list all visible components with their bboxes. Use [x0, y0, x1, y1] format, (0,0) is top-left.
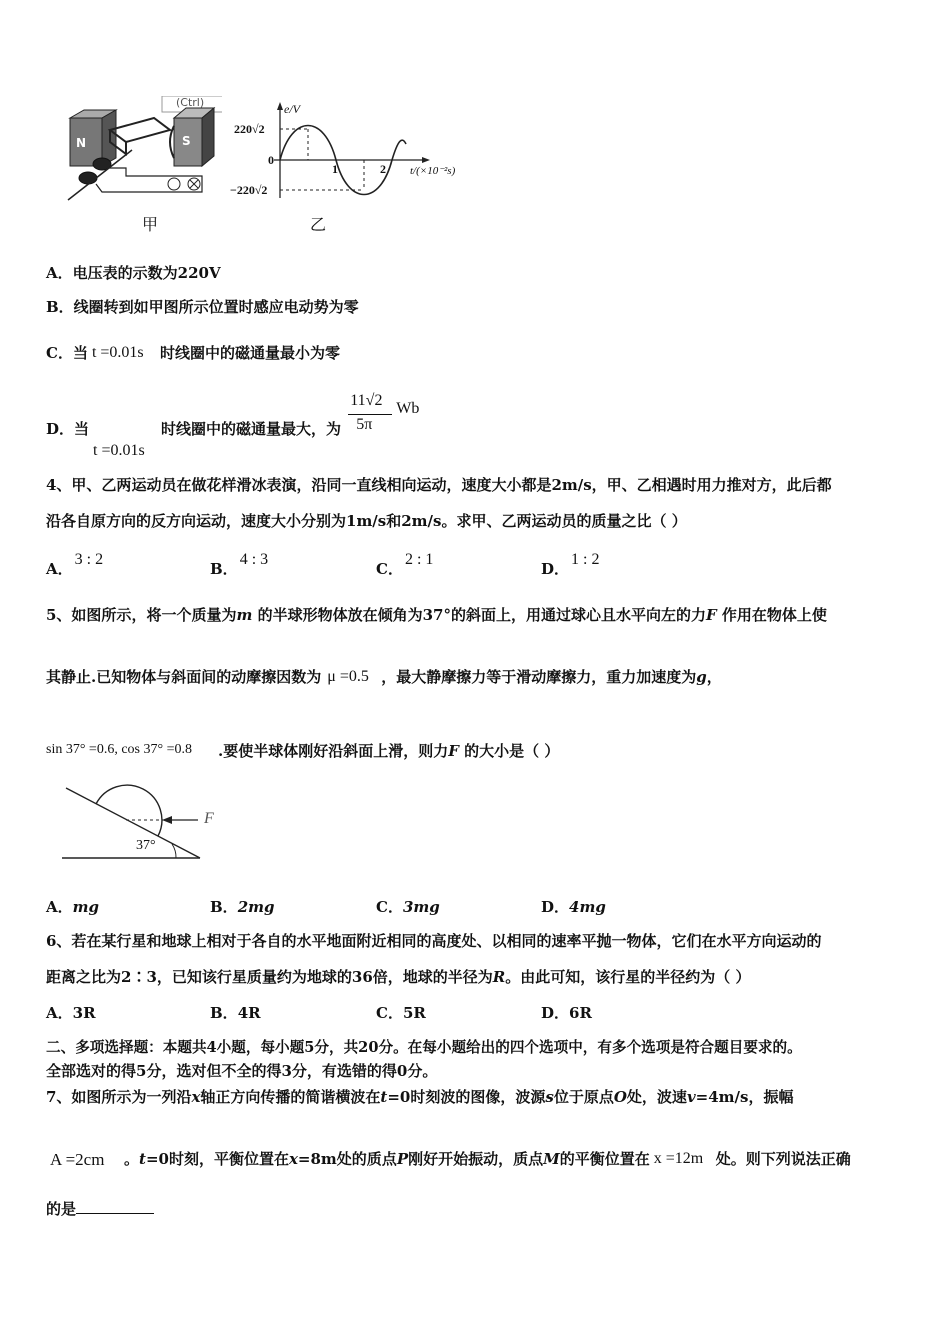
q5-trig-math: sin 37° =0.6, cos 37° =0.8 [46, 742, 192, 757]
q6-option-a-value: 3R [72, 1004, 96, 1022]
q5-option-d-label: D． [541, 898, 570, 916]
q4-line-1: 4、甲、乙两运动员在做花样滑冰表演，沿同一直线相向运动，速度大小都是2m/s，甲、乙相遇时用力推对方，此后都 [46, 476, 832, 494]
q7-var-x2: x [288, 1150, 298, 1168]
q6-var-r: R [492, 968, 506, 986]
generator-figure [62, 96, 222, 208]
q7-var-p: P [396, 1150, 409, 1168]
q4-option-c-value: 2 : 1 [404, 551, 434, 568]
q7-line2-c: =8m处的质点 [297, 1150, 397, 1168]
q7-line3-text: 的是 [46, 1200, 77, 1218]
figure-label-yi: 乙 [310, 215, 327, 234]
q7-var-v: v [686, 1088, 696, 1106]
graph-tick-1: 1 [332, 162, 338, 176]
q5-line2-a: 其静止.已知物体与斜面间的动摩擦因数为 [46, 668, 322, 686]
q7-var-s: s [545, 1088, 554, 1106]
q3-option-b: B．线圈转到如甲图所示位置时感应电动势为零 [46, 298, 359, 316]
q4-option-b [210, 551, 269, 579]
q7-line2-b: =0时刻，平衡位置在 [145, 1150, 289, 1168]
q3-option-a: A．电压表的示数为220V [46, 264, 221, 282]
ctrl-tag: (Ctrl) [176, 96, 205, 109]
q5-option-d-value: 4mg [569, 898, 606, 916]
q5-line2-b: ，最大静摩擦力等于滑动摩擦力，重力加速度为 [381, 668, 697, 686]
q6-line2-a: 距离之比为2∶3，已知该行星质量约为地球的36倍，地球的半径为 [46, 968, 493, 986]
emf-sine-plot [230, 100, 480, 204]
magnet-n-label: N [76, 136, 87, 150]
q7-line-3 [46, 1198, 154, 1219]
q5-line1-a: 5、如图所示，将一个质量为 [46, 606, 237, 624]
q3-option-d [46, 392, 436, 459]
graph-x-axis-label: t/(×10⁻²s) [410, 165, 456, 177]
q4-option-d [541, 551, 600, 579]
q4-option-d-label: D． [541, 560, 570, 578]
incline-figure [58, 780, 228, 864]
q3-c-math: t =0.01s [91, 344, 144, 361]
q4-line-2: 沿各自原方向的反方向运动，速度大小分别为1m/s和2m/s。求甲、乙两运动员的质量之比（ ） [46, 512, 687, 530]
q3-d-frac-den: 5π [356, 416, 373, 433]
q3-d-frac-bar [348, 414, 392, 415]
q5-option-a [46, 896, 99, 917]
q3-c-suffix: 时线圈中的磁通量最小为零 [159, 344, 340, 362]
q5-var-m: m [236, 606, 253, 624]
q6-option-b [210, 1002, 261, 1023]
q3-d-frac-num: 11√2 [350, 392, 383, 409]
q7-var-t2: t [139, 1150, 146, 1168]
q5-option-a-value: mg [72, 898, 100, 916]
q5-var-f2: F [448, 742, 459, 760]
q5-line2-c: ， [706, 668, 722, 686]
graph-y-max-label: 220√2 [234, 122, 265, 136]
q7-var-o: O [613, 1088, 627, 1106]
q5-line3-b: 的大小是（ ） [464, 742, 560, 760]
q6-option-c-label: C． [376, 1004, 403, 1022]
q6-option-c-value: 5R [402, 1004, 426, 1022]
q7-line1-d: 位于原点 [553, 1088, 614, 1106]
q5-option-c [376, 896, 440, 917]
magnet-s-label: S [182, 134, 191, 148]
q6-option-d-value: 6R [569, 1004, 592, 1022]
q5-option-d [541, 896, 606, 917]
graph-y-axis-label: e/V [284, 102, 300, 116]
q4-option-a-label: A． [46, 560, 73, 578]
q4-option-d-value: 1 : 2 [571, 551, 600, 568]
q7-var-m: M [543, 1150, 560, 1168]
q7-answer-blank[interactable] [76, 1199, 154, 1214]
q4-option-b-value: 4 : 3 [239, 551, 269, 568]
q5-var-g: g [696, 668, 707, 686]
q5-line-2 [46, 666, 722, 687]
q4-option-c-label: C． [376, 560, 403, 578]
q6-option-a-label: A． [46, 1004, 73, 1022]
q3-d-math: t =0.01s [93, 442, 145, 459]
emf-graph [230, 100, 480, 204]
q7-amplitude-math: A =2cm [50, 1150, 105, 1169]
q5-mu-math: μ =0.5 [327, 668, 369, 685]
q7-line-1 [46, 1086, 793, 1107]
q7-line1-b: 轴正方向传播的简谐横波在 [200, 1088, 381, 1106]
q6-option-b-value: 4R [237, 1004, 261, 1022]
q5-option-c-label: C． [376, 898, 403, 916]
section2-line-1: 二、多项选择题：本题共4小题，每小题5分，共20分。在每小题给出的四个选项中，有多个选项是符合题目要求的。 [46, 1039, 802, 1056]
figure-label-jia: 甲 [142, 215, 159, 234]
q7-var-x: x [191, 1088, 201, 1106]
q5-option-a-label: A． [46, 898, 73, 916]
q7-line-2 [46, 1148, 851, 1169]
incline-angle-label: 37° [136, 838, 156, 853]
q3-d-prefix: D．当 [46, 420, 90, 438]
q4-option-a [46, 551, 104, 579]
graph-tick-2: 2 [380, 162, 386, 176]
q5-line1-b: 的半球形物体放在倾角为37°的斜面上，用通过球心且水平向左的力 [257, 606, 706, 624]
q6-line-2 [46, 966, 750, 987]
q5-option-b [210, 896, 274, 917]
q3-c-prefix: C．当 [46, 344, 88, 362]
q3-d-mid: 时线圈中的磁通量最大，为 [161, 420, 342, 438]
q7-line2-d: 刚好开始振动，质点 [408, 1150, 544, 1168]
q3-d-unit: Wb [396, 400, 420, 417]
q6-line2-b: 。由此可知，该行星的半径约为（ ） [505, 968, 751, 986]
q5-option-b-label: B． [210, 898, 238, 916]
section2-line-2: 全部选对的得5分，选对但不全的得3分，有选错的得0分。 [46, 1062, 438, 1080]
q4-option-a-value: 3 : 2 [74, 551, 104, 568]
q5-line1-c: 作用在物体上使 [721, 606, 827, 624]
q3-option-c [46, 342, 340, 363]
q7-line2-a: 。 [124, 1150, 140, 1168]
generator-diagram [62, 96, 222, 208]
q7-var-t: t [380, 1088, 388, 1106]
q6-line-1: 6、若在某行星和地球上相对于各自的水平地面附近相同的高度处、以相同的速率平抛一物体，它们在水平方向运动的 [46, 932, 822, 950]
q7-position-math: x =12m [653, 1150, 704, 1167]
q5-line-1 [46, 604, 827, 625]
q4-option-b-label: B． [210, 560, 238, 578]
incline-force-label: F [204, 810, 214, 827]
graph-y-min-label: −220√2 [230, 183, 268, 197]
q6-option-a [46, 1002, 96, 1023]
q5-option-b-value: 2mg [237, 898, 275, 916]
q6-option-c [376, 1002, 426, 1023]
q5-option-c-value: 3mg [402, 898, 440, 916]
q7-line2-f: 处。则下列说法正确 [715, 1150, 851, 1168]
q5-var-f: F [705, 606, 717, 624]
graph-origin-label: 0 [268, 153, 274, 167]
q6-option-b-label: B． [210, 1004, 238, 1022]
q6-option-d [541, 1002, 592, 1023]
q5-line3-a: .要使半球体刚好沿斜面上滑，则力 [218, 742, 449, 760]
q7-line2-e: 的平衡位置在 [559, 1150, 650, 1168]
q7-line1-c: =0时刻波的图像，波源 [387, 1088, 546, 1106]
q5-line-3 [46, 740, 559, 761]
q7-line1-f: =4m/s，振幅 [695, 1088, 794, 1106]
q7-line1-a: 7、如图所示为一列沿 [46, 1088, 192, 1106]
q7-line1-e: 处，波速 [626, 1088, 687, 1106]
q4-option-c [376, 551, 434, 579]
q6-option-d-label: D． [541, 1004, 570, 1022]
